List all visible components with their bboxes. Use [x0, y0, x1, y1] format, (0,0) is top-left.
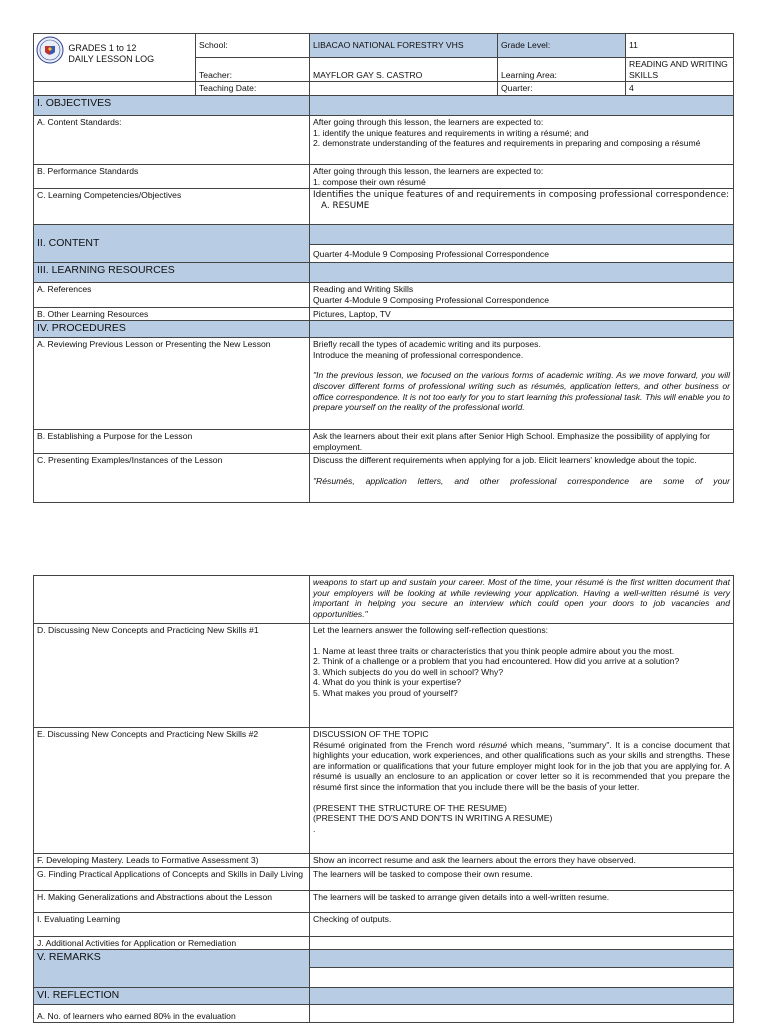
procedures-heading: IV. PROCEDURES: [34, 321, 310, 338]
header-title-line1: GRADES 1 to 12: [68, 43, 137, 53]
performance-standards-value: [310, 165, 734, 189]
grade-level-label: Grade Level:: [498, 34, 626, 58]
procedure-c-text: Discuss the different requirements when applying for a job. Elicit learners' knowledge about the topic.: [313, 455, 697, 466]
procedure-j-value[interactable]: [310, 936, 734, 950]
school-label: School:: [196, 34, 310, 58]
performance-line: 1. compose their own résumé: [313, 176, 426, 187]
header-title-cell: [34, 34, 196, 82]
procedure-a-line: Briefly recall the types of academic writing and its purposes.: [313, 339, 541, 350]
reflection-question: 2. Think of a challenge or a problem that you had encountered. How did you arrive at a solution?: [313, 656, 680, 667]
quarter-value[interactable]: 4: [626, 82, 734, 96]
content-standards-line: 1. identify the unique features and requirements in writing a résumé; and: [313, 127, 589, 138]
grade-level-value[interactable]: 11: [626, 34, 734, 58]
procedure-d-intro: Let the learners answer the following self-reflection questions:: [313, 625, 549, 635]
procedure-g-label: G. Finding Practical Applications of Concepts and Skills in Daily Living: [34, 867, 310, 890]
learning-area-value[interactable]: READING AND WRITING SKILLS: [626, 58, 734, 82]
performance-standards-label: B. Performance Standards: [34, 165, 310, 189]
procedure-e-value: [310, 728, 734, 854]
references-line: Quarter 4-Module 9 Composing Professional Correspondence: [313, 294, 549, 305]
procedure-b-label: B. Establishing a Purpose for the Lesson: [34, 430, 310, 454]
references-value: [310, 283, 734, 307]
school-value[interactable]: LIBACAO NATIONAL FORESTRY VHS: [310, 34, 498, 58]
reflection-question: 1. Name at least three traits or characteristics that you think people admire about you the most.: [313, 645, 675, 656]
learning-area-label: Learning Area:: [498, 58, 626, 82]
procedure-c-value: [310, 454, 734, 503]
content-value: Quarter 4-Module 9 Composing Professional Correspondence: [310, 245, 734, 263]
learning-resources-heading: III. LEARNING RESOURCES: [34, 263, 310, 283]
procedure-e-present-dos: (PRESENT THE DO'S AND DON'TS IN WRITING A RESUME): [313, 813, 553, 824]
deped-seal-icon: [36, 36, 64, 64]
procedure-d-label: D. Discussing New Concepts and Practicing New Skills #1: [34, 624, 310, 728]
reflection-a-value[interactable]: [310, 1005, 734, 1023]
procedure-h-label: H. Making Generalizations and Abstractions about the Lesson: [34, 890, 310, 912]
lesson-log-table-page2: [33, 575, 734, 1023]
content-standards-line: After going through this lesson, the learners are expected to:: [313, 117, 544, 128]
procedure-e-present-structure: (PRESENT THE STRUCTURE OF THE RESUME): [313, 802, 507, 813]
procedure-a-label: A. Reviewing Previous Lesson or Presenting the New Lesson: [34, 338, 310, 430]
procedure-a-value: [310, 338, 734, 430]
objectives-heading: I. OBJECTIVES: [34, 96, 310, 116]
procedure-a-line: Introduce the meaning of professional correspondence.: [313, 349, 524, 360]
procedure-c-quote-cont: weapons to start up and sustain your career. Most of the time, your résumé is the first written document that your employers will be looking at while reviewing your application. Having a well-written résumé is very important in helping you secure an interview which could open your doors to job vacancies and opportunities.": [310, 576, 734, 624]
quarter-label: Quarter:: [498, 82, 626, 96]
performance-line: After going through this lesson, the learners are expected to:: [313, 166, 544, 177]
reflection-heading: VI. REFLECTION: [34, 988, 310, 1005]
procedure-i-value: Checking of outputs.: [310, 912, 734, 936]
content-standards-value: [310, 116, 734, 165]
reflection-question: 3. Which subjects do you do well in school? Why?: [313, 666, 504, 677]
teacher-value[interactable]: MAYFLOR GAY S. CASTRO: [310, 58, 498, 82]
teaching-date-label: Teaching Date:: [196, 82, 310, 96]
procedure-b-value: Ask the learners about their exit plans after Senior High School. Emphasize the possibility of applying for employment.: [310, 430, 734, 454]
content-standards-label: A. Content Standards:: [34, 116, 310, 165]
teaching-date-value[interactable]: [310, 82, 498, 96]
content-standards-line: 2. demonstrate understanding of the features and requirements in preparing and composing a résumé: [313, 138, 701, 149]
reflection-question: 5. What makes you proud of yourself?: [313, 687, 458, 698]
other-resources-value: Pictures, Laptop, TV: [310, 307, 734, 321]
procedure-g-value: The learners will be tasked to compose their own resume.: [310, 867, 734, 890]
remarks-value[interactable]: [310, 968, 734, 988]
references-label: A. References: [34, 283, 310, 307]
competencies-text: Identifies the unique features of and requirements in composing professional correspondence:: [313, 190, 730, 201]
header-title-line2: DAILY LESSON LOG: [68, 54, 155, 64]
teacher-label: Teacher:: [196, 58, 310, 82]
remarks-heading: V. REMARKS: [34, 950, 310, 988]
other-resources-label: B. Other Learning Resources: [34, 307, 310, 321]
procedure-a-quote: "In the previous lesson, we focused on the various forms of academic writing. As we move forward, you will discover different forms of professional writing such as résumés, application letters, and other business or office correspondence. It is not too early for you to start learning this professional task. This will enable you to prepare yourself on the reality of the professional world.: [313, 370, 730, 413]
procedure-d-value: [310, 624, 734, 728]
reflection-question: 4. What do you think is your expertise?: [313, 677, 462, 688]
lesson-log-table-page1: [33, 33, 734, 503]
procedure-e-dot: .: [313, 823, 316, 834]
procedure-e-label: E. Discussing New Concepts and Practicing New Skills #2: [34, 728, 310, 854]
procedure-f-value: Show an incorrect resume and ask the learners about the errors they have observed.: [310, 854, 734, 868]
references-line: Reading and Writing Skills: [313, 284, 414, 295]
procedure-e-text: Résumé originated from the French word résumé which means, "summary". It is a concise document that highlights your education, work experiences, and other qualifications such as your skills and strengths. These are information or qualifications that your future employer might look for in the job that you are applying for. A résumé is usually an enclosure to an application or cover letter so it is recommended that you prepare the résumé first since the information that you include there will be the basis of your letter.: [313, 739, 731, 792]
reflection-a-label: A. No. of learners who earned 80% in the evaluation: [34, 1005, 310, 1023]
procedure-h-value: The learners will be tasked to arrange given details into a well-written resume.: [310, 890, 734, 912]
content-heading: II. CONTENT: [34, 225, 310, 263]
competencies-item: A. RESUME: [321, 201, 370, 212]
procedure-e-heading: DISCUSSION OF THE TOPIC: [313, 729, 429, 739]
procedure-c-quote-start: "Résumés, application letters, and other professional correspondence are some of your: [313, 475, 730, 486]
procedure-c-label: C. Presenting Examples/Instances of the Lesson: [34, 454, 310, 503]
competencies-value: [310, 189, 734, 225]
procedure-j-label: J. Additional Activities for Application or Remediation: [34, 936, 310, 950]
procedure-f-label: F. Developing Mastery. Leads to Formative Assessment 3): [34, 854, 310, 868]
competencies-label: C. Learning Competencies/Objectives: [34, 189, 310, 225]
procedure-i-label: I. Evaluating Learning: [34, 912, 310, 936]
